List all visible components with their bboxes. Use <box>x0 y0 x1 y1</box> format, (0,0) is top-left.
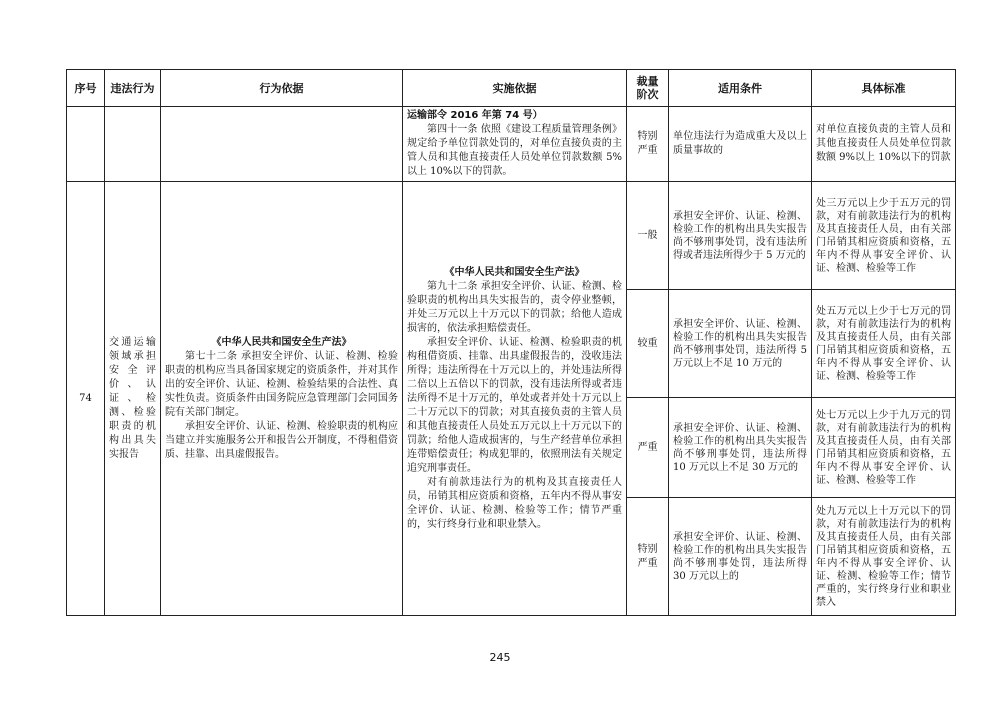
standard-text: 处九万元以上十万元以下的罚款，对有前款违法行为的机构及其直接责任人员，由有关部门吊销其相应资质和资格，五年内不得从事安全评价、认证、检测、检验等工作；情节严重的，实行终身行业和职业禁入 <box>816 505 951 608</box>
cell-violation-74 <box>105 182 161 616</box>
cell-condition <box>669 107 812 182</box>
cell-standard-grave <box>812 398 956 498</box>
cell-condition-general <box>669 182 812 290</box>
cell-implementation <box>403 107 627 182</box>
cell-condition-grave <box>669 398 812 498</box>
header-level: 裁量 阶次 <box>627 70 669 107</box>
cell-implementation-74 <box>403 182 627 616</box>
cell-standard-general <box>812 182 956 290</box>
condition-text: 承担安全评价、认证、检测、检验工作的机构出具失实报告尚不够刑事处罚，违法所得 30 万元以上的 <box>673 531 807 582</box>
table-row-74 <box>67 182 956 290</box>
basis-paragraph-2: 承担安全评价、认证、检测、检验职责的机构应当建立并实施服务公开和报告公开制度，不得租借资质、挂靠、出具虚假报告。 <box>165 420 398 460</box>
header-condition: 适用条件 <box>669 70 812 107</box>
impl-paragraph-2: 承担安全评价、认证、检测、检验职责的机构租借资质、挂靠、出具虚假报告的，没收违法所得；违法所得在十万元以上的，并处违法所得二倍以上五倍以下的罚款，没有违法所得或者违法所得不足十万元的，单处或者并处十万元以上二十万元以下的罚款；对其直接负责的主管人员和其他直接责任人员处五万元以上十万元以下的罚款；给他人造成损害的，与生产经营单位承担连带赔偿责任；构成犯罪的，依照刑法有关规定追究刑事责任。 <box>407 336 622 474</box>
basis-paragraph-1: 第七十二条 承担安全评价、认证、检测、检验职责的机构应当具备国家规定的资质条件，并对其作出的安全评价、认证、检测、检验结果的合法性、真实性负责。资质条件由国务院应急管理部门会同国务院有关部门制定。 <box>165 350 398 418</box>
condition-text: 单位违法行为造成重大及以上质量事故的 <box>673 131 807 156</box>
standard-text: 对单位直接负责的主管人员和其他直接责任人员处单位罚款数额 9%以上 10%以下的罚款 <box>816 124 951 163</box>
condition-text: 承担安全评价、认证、检测、检验工作的机构出具失实报告尚不够刑事处罚，没有违法所得或者违法所得少于 5 万元的 <box>673 210 807 261</box>
standard-text: 处三万元以上少于五万元的罚款，对有前款违法行为的机构及其直接责任人员，由有关部门吊销其相应资质和资格，五年内不得从事安全评价、认证、检测、检验等工作 <box>816 197 951 274</box>
table-row-continued <box>67 107 956 182</box>
cell-standard-serious <box>812 290 956 398</box>
standard-text: 处五万元以上少于七万元的罚款，对有前款违法行为的机构及其直接责任人员，由有关部门吊销其相应资质和资格，五年内不得从事安全评价、认证、检测、检验等工作 <box>816 305 951 382</box>
cell-violation-empty <box>105 107 161 182</box>
cell-basis-74 <box>161 182 403 616</box>
header-row <box>67 70 956 107</box>
cell-basis-empty <box>161 107 403 182</box>
impl-title-74: 《中华人民共和国安全生产法》 <box>444 266 585 278</box>
cell-level-general: 一般 <box>627 182 669 290</box>
cell-standard <box>812 107 956 182</box>
condition-text: 承担安全评价、认证、检测、检验工作的机构出具失实报告尚不够刑事处罚，违法所得 5 万元以上不足 10 万元的 <box>673 318 807 369</box>
cell-level: 特别 严重 <box>627 107 669 182</box>
cell-seq-74: 74 <box>67 182 105 616</box>
cell-seq-empty <box>67 107 105 182</box>
impl-paragraph-1: 第九十二条 承担安全评价、认证、检测、检验职责的机构出具失实报告的，责令停业整顿，并处三万元以上十万元以下的罚款；给他人造成损害的，依法承担赔偿责任。 <box>407 280 622 334</box>
basis-title: 《中华人民共和国安全生产法》 <box>211 336 352 348</box>
cell-level-especially-grave: 特别 严重 <box>627 498 669 616</box>
condition-text: 承担安全评价、认证、检测、检验工作的机构出具失实报告尚不够刑事处罚，违法所得 10 万元以上不足 30 万元的 <box>673 422 807 473</box>
standard-text: 处七万元以上少于九万元的罚款，对有前款违法行为的机构及其直接责任人员，由有关部门吊销其相应资质和资格，五年内不得从事安全评价、认证、检测、检验等工作 <box>816 409 951 486</box>
header-standard: 具体标准 <box>812 70 956 107</box>
header-implementation: 实施依据 <box>403 70 627 107</box>
impl-text: 第四十一条 依照《建设工程质量管理条例》规定给予单位罚款处罚的，对单位直接负责的主管人员和其他直接责任人员处单位罚款数额 5%以上 10%以下的罚款。 <box>407 124 622 177</box>
cell-level-serious: 较重 <box>627 290 669 398</box>
page-number: 245 <box>489 651 511 664</box>
cell-condition-serious <box>669 290 812 398</box>
cell-level-grave: 严重 <box>627 398 669 498</box>
header-violation: 违法行为 <box>105 70 161 107</box>
impl-title: 运输部令 2016 年第 74 号） <box>407 110 543 121</box>
cell-condition-especially-grave <box>669 498 812 616</box>
header-basis: 行为依据 <box>161 70 403 107</box>
impl-paragraph-3: 对有前款违法行为的机构及其直接责任人员，吊销其相应资质和资格，五年内不得从事安全评价、认证、检测、检验等工作；情节严重的，实行终身行业和职业禁入。 <box>407 476 622 530</box>
header-seq: 序号 <box>67 70 105 107</box>
penalty-standard-table <box>66 69 956 616</box>
cell-standard-especially-grave <box>812 498 956 616</box>
violation-text: 交通运输领域承担安全评价、认证、检测、检验职责的机构出具失实报告 <box>109 336 156 460</box>
